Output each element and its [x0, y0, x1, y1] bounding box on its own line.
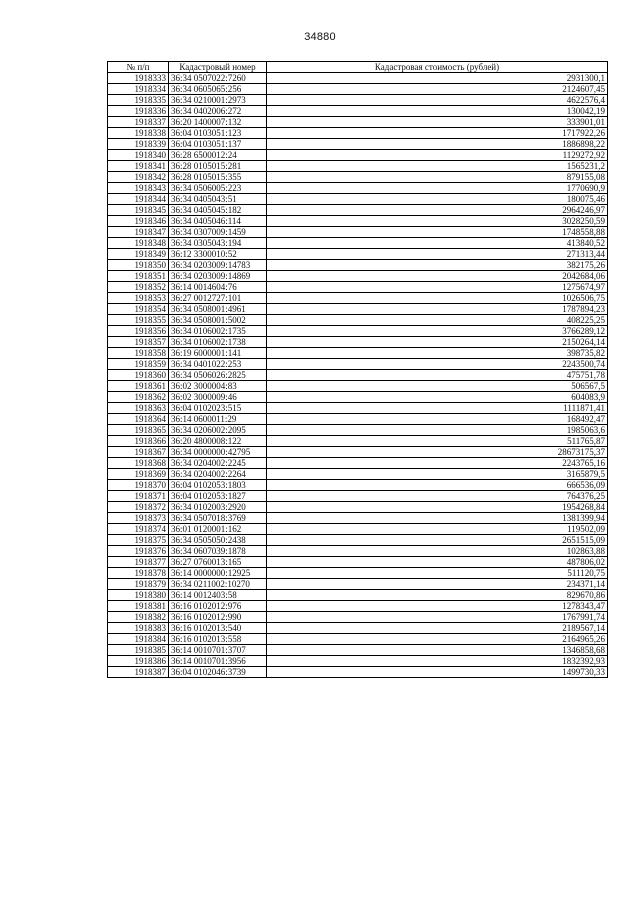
- row-number-cell: 1918368: [108, 458, 169, 469]
- table-row: [108, 238, 608, 249]
- row-number-cell: 1918347: [108, 227, 169, 238]
- cadastral-value-cell: 4622576,4: [267, 95, 608, 106]
- table-row: [108, 205, 608, 216]
- cadastral-number-cell: 36:14 0010701:3956: [169, 656, 267, 667]
- cadastral-number-cell: 36:34 0505050:2438: [169, 535, 267, 546]
- table-row: [108, 524, 608, 535]
- row-number-cell: 1918356: [108, 326, 169, 337]
- table-row: [108, 645, 608, 656]
- cadastral-value-cell: 1565231,2: [267, 161, 608, 172]
- cadastral-value-cell: 1381399,94: [267, 513, 608, 524]
- cadastral-number-cell: 36:34 0102003:2920: [169, 502, 267, 513]
- cadastral-number-cell: 36:34 0508001:5002: [169, 315, 267, 326]
- row-number-cell: 1918374: [108, 524, 169, 535]
- table-row: [108, 568, 608, 579]
- row-number-cell: 1918386: [108, 656, 169, 667]
- cadastral-number-cell: 36:04 0103051:137: [169, 139, 267, 150]
- cadastral-number-cell: 36:14 0000000:12925: [169, 568, 267, 579]
- row-number-cell: 1918357: [108, 337, 169, 348]
- table-row: [108, 216, 608, 227]
- cadastral-number-cell: 36:04 0102053:1827: [169, 491, 267, 502]
- row-number-cell: 1918367: [108, 447, 169, 458]
- row-number-cell: 1918380: [108, 590, 169, 601]
- cadastral-number-cell: 36:34 0402006:272: [169, 106, 267, 117]
- row-number-cell: 1918384: [108, 634, 169, 645]
- table-row: [108, 513, 608, 524]
- table-row: [108, 458, 608, 469]
- table-row: [108, 161, 608, 172]
- row-number-cell: 1918344: [108, 194, 169, 205]
- header-cadastral-value: Кадастровая стоимость (рублей): [267, 62, 608, 73]
- cadastral-value-cell: 2651515,09: [267, 535, 608, 546]
- row-number-cell: 1918342: [108, 172, 169, 183]
- cadastral-number-cell: 36:27 0760013:165: [169, 557, 267, 568]
- row-number-cell: 1918355: [108, 315, 169, 326]
- header-row-number: № п/п: [108, 62, 169, 73]
- cadastral-value-cell: 130042,19: [267, 106, 608, 117]
- cadastral-value-cell: 1026506,75: [267, 293, 608, 304]
- cadastral-number-cell: 36:27 0012727:101: [169, 293, 267, 304]
- row-number-cell: 1918352: [108, 282, 169, 293]
- cadastral-value-cell: 1787894,23: [267, 304, 608, 315]
- cadastral-number-cell: 36:34 0106002:1738: [169, 337, 267, 348]
- row-number-cell: 1918350: [108, 260, 169, 271]
- table-row: [108, 84, 608, 95]
- row-number-cell: 1918349: [108, 249, 169, 260]
- cadastral-value-cell: 1499730,33: [267, 667, 608, 678]
- cadastral-number-cell: 36:14 0012403:58: [169, 590, 267, 601]
- cadastral-value-cell: 2124607,45: [267, 84, 608, 95]
- cadastral-number-cell: 36:04 0103051:123: [169, 128, 267, 139]
- cadastral-value-cell: 829670,86: [267, 590, 608, 601]
- cadastral-value-cell: 2964246,97: [267, 205, 608, 216]
- cadastral-number-cell: 36:34 0211002:10270: [169, 579, 267, 590]
- cadastral-number-cell: 36:12 3300010:52: [169, 249, 267, 260]
- table-row: [108, 150, 608, 161]
- cadastral-number-cell: 36:34 0607039:1878: [169, 546, 267, 557]
- cadastral-value-cell: 1985063,6: [267, 425, 608, 436]
- cadastral-value-cell: 1278343,47: [267, 601, 608, 612]
- cadastral-value-cell: 3165879,5: [267, 469, 608, 480]
- cadastral-value-cell: 102863,88: [267, 546, 608, 557]
- table-row: [108, 469, 608, 480]
- table-row: [108, 557, 608, 568]
- row-number-cell: 1918366: [108, 436, 169, 447]
- row-number-cell: 1918361: [108, 381, 169, 392]
- cadastral-number-cell: 36:34 0204002:2245: [169, 458, 267, 469]
- cadastral-value-cell: 2150264,14: [267, 337, 608, 348]
- cadastral-value-cell: 511120,75: [267, 568, 608, 579]
- row-number-cell: 1918371: [108, 491, 169, 502]
- page-number: 34880: [304, 31, 336, 43]
- row-number-cell: 1918351: [108, 271, 169, 282]
- cadastral-number-cell: 36:20 4800008:122: [169, 436, 267, 447]
- row-number-cell: 1918341: [108, 161, 169, 172]
- cadastral-value-cell: 475751,78: [267, 370, 608, 381]
- row-number-cell: 1918359: [108, 359, 169, 370]
- row-number-cell: 1918335: [108, 95, 169, 106]
- cadastral-number-cell: 36:34 0106002:1735: [169, 326, 267, 337]
- row-number-cell: 1918346: [108, 216, 169, 227]
- table-row: [108, 227, 608, 238]
- cadastral-value-cell: 271313,44: [267, 249, 608, 260]
- cadastral-value-cell: 3766289,12: [267, 326, 608, 337]
- table-row: [108, 117, 608, 128]
- row-number-cell: 1918333: [108, 73, 169, 84]
- row-number-cell: 1918348: [108, 238, 169, 249]
- cadastral-number-cell: 36:28 0105015:355: [169, 172, 267, 183]
- table-row: [108, 128, 608, 139]
- cadastral-value-cell: 1770690,9: [267, 183, 608, 194]
- cadastral-number-cell: 36:14 0600011:29: [169, 414, 267, 425]
- header-cadastral-number: Кадастровый номер: [169, 62, 267, 73]
- row-number-cell: 1918383: [108, 623, 169, 634]
- table-row: [108, 249, 608, 260]
- row-number-cell: 1918337: [108, 117, 169, 128]
- cadastral-value-cell: 666536,09: [267, 480, 608, 491]
- cadastral-value-cell: 506567,5: [267, 381, 608, 392]
- table-row: [108, 106, 608, 117]
- table-row: [108, 491, 608, 502]
- table-row: [108, 601, 608, 612]
- cadastral-number-cell: 36:16 0102012:990: [169, 612, 267, 623]
- table-row: [108, 304, 608, 315]
- table-header-row: [108, 62, 608, 73]
- table-row: [108, 623, 608, 634]
- cadastral-number-cell: 36:16 0102012:976: [169, 601, 267, 612]
- row-number-cell: 1918343: [108, 183, 169, 194]
- cadastral-value-cell: 2164965,26: [267, 634, 608, 645]
- table-row: [108, 326, 608, 337]
- cadastral-value-cell: 398735,82: [267, 348, 608, 359]
- cadastral-value-cell: 382175,26: [267, 260, 608, 271]
- cadastral-number-cell: 36:34 0507022:7260: [169, 73, 267, 84]
- cadastral-number-cell: 36:34 0405043:51: [169, 194, 267, 205]
- cadastral-number-cell: 36:34 0206002:2095: [169, 425, 267, 436]
- row-number-cell: 1918369: [108, 469, 169, 480]
- cadastral-number-cell: 36:19 6000001:141: [169, 348, 267, 359]
- table-row: [108, 667, 608, 678]
- cadastral-number-cell: 36:34 0401022:253: [169, 359, 267, 370]
- row-number-cell: 1918372: [108, 502, 169, 513]
- table-row: [108, 315, 608, 326]
- table-row: [108, 370, 608, 381]
- table-row: [108, 634, 608, 645]
- table-row: [108, 436, 608, 447]
- table-row: [108, 95, 608, 106]
- row-number-cell: 1918354: [108, 304, 169, 315]
- row-number-cell: 1918375: [108, 535, 169, 546]
- cadastral-value-cell: 604083,9: [267, 392, 608, 403]
- table-row: [108, 502, 608, 513]
- cadastral-value-cell: 2243765,16: [267, 458, 608, 469]
- table-row: [108, 403, 608, 414]
- table-row: [108, 183, 608, 194]
- cadastral-value-cell: 1717922,26: [267, 128, 608, 139]
- cadastral-number-cell: 36:02 3000004:83: [169, 381, 267, 392]
- cadastral-number-cell: 36:14 0014604:76: [169, 282, 267, 293]
- row-number-cell: 1918387: [108, 667, 169, 678]
- table-row: [108, 612, 608, 623]
- cadastral-value-cell: 2189567,14: [267, 623, 608, 634]
- table-row: [108, 579, 608, 590]
- table-row: [108, 414, 608, 425]
- cadastral-number-cell: 36:34 0307009:1459: [169, 227, 267, 238]
- table-row: [108, 139, 608, 150]
- cadastral-value-cell: 234371,14: [267, 579, 608, 590]
- cadastral-value-cell: 1886898,22: [267, 139, 608, 150]
- row-number-cell: 1918358: [108, 348, 169, 359]
- table-row: [108, 282, 608, 293]
- row-number-cell: 1918334: [108, 84, 169, 95]
- cadastral-number-cell: 36:34 0203009:14783: [169, 260, 267, 271]
- table-row: [108, 73, 608, 84]
- table-row: [108, 381, 608, 392]
- cadastral-value-cell: 28673175,37: [267, 447, 608, 458]
- cadastral-number-cell: 36:04 0102053:1803: [169, 480, 267, 491]
- cadastral-number-cell: 36:04 0102023:515: [169, 403, 267, 414]
- row-number-cell: 1918377: [108, 557, 169, 568]
- cadastral-number-cell: 36:34 0605065:256: [169, 84, 267, 95]
- row-number-cell: 1918385: [108, 645, 169, 656]
- row-number-cell: 1918340: [108, 150, 169, 161]
- cadastral-number-cell: 36:34 0508001:4961: [169, 304, 267, 315]
- table-row: [108, 546, 608, 557]
- row-number-cell: 1918339: [108, 139, 169, 150]
- row-number-cell: 1918382: [108, 612, 169, 623]
- cadastral-number-cell: 36:34 0305043:194: [169, 238, 267, 249]
- cadastral-number-cell: 36:34 0507018:3769: [169, 513, 267, 524]
- cadastral-value-cell: 408225,25: [267, 315, 608, 326]
- table-row: [108, 590, 608, 601]
- table-row: [108, 271, 608, 282]
- table-row: [108, 348, 608, 359]
- cadastral-number-cell: 36:04 0102046:3739: [169, 667, 267, 678]
- row-number-cell: 1918360: [108, 370, 169, 381]
- cadastral-number-cell: 36:28 6500012:24: [169, 150, 267, 161]
- table-row: [108, 535, 608, 546]
- cadastral-value-cell: 2931300,1: [267, 73, 608, 84]
- table-row: [108, 172, 608, 183]
- table-row: [108, 293, 608, 304]
- table-row: [108, 359, 608, 370]
- cadastral-value-cell: 1954268,84: [267, 502, 608, 513]
- cadastral-value-cell: 1129272,92: [267, 150, 608, 161]
- table-row: [108, 194, 608, 205]
- row-number-cell: 1918365: [108, 425, 169, 436]
- cadastral-value-cell: 1748558,88: [267, 227, 608, 238]
- cadastral-value-cell: 119502,09: [267, 524, 608, 535]
- cadastral-value-cell: 487806,02: [267, 557, 608, 568]
- row-number-cell: 1918364: [108, 414, 169, 425]
- cadastral-number-cell: 36:01 0120001:162: [169, 524, 267, 535]
- table-row: [108, 480, 608, 491]
- cadastral-number-cell: 36:34 0210001:2973: [169, 95, 267, 106]
- row-number-cell: 1918378: [108, 568, 169, 579]
- cadastral-value-cell: 1111871,41: [267, 403, 608, 414]
- cadastral-value-cell: 1346858,68: [267, 645, 608, 656]
- cadastral-number-cell: 36:28 0105015:281: [169, 161, 267, 172]
- table-row: [108, 392, 608, 403]
- cadastral-number-cell: 36:34 0000000:42795: [169, 447, 267, 458]
- cadastral-value-cell: 333901,01: [267, 117, 608, 128]
- cadastral-value-cell: 2243500,74: [267, 359, 608, 370]
- table-row: [108, 425, 608, 436]
- cadastral-number-cell: 36:34 0203009:14869: [169, 271, 267, 282]
- cadastral-value-cell: 180075,46: [267, 194, 608, 205]
- row-number-cell: 1918363: [108, 403, 169, 414]
- cadastral-number-cell: 36:34 0506026:2825: [169, 370, 267, 381]
- row-number-cell: 1918379: [108, 579, 169, 590]
- row-number-cell: 1918381: [108, 601, 169, 612]
- row-number-cell: 1918336: [108, 106, 169, 117]
- row-number-cell: 1918353: [108, 293, 169, 304]
- table-row: [108, 260, 608, 271]
- cadastral-number-cell: 36:02 3000009:46: [169, 392, 267, 403]
- cadastral-value-cell: 168492,47: [267, 414, 608, 425]
- table-row: [108, 447, 608, 458]
- cadastral-number-cell: 36:34 0405045:182: [169, 205, 267, 216]
- row-number-cell: 1918338: [108, 128, 169, 139]
- cadastral-value-cell: 879155,08: [267, 172, 608, 183]
- cadastral-value-cell: 2042684,06: [267, 271, 608, 282]
- row-number-cell: 1918373: [108, 513, 169, 524]
- cadastral-value-table: [107, 61, 608, 678]
- cadastral-number-cell: 36:20 1400007:132: [169, 117, 267, 128]
- table-row: [108, 656, 608, 667]
- cadastral-value-cell: 413840,52: [267, 238, 608, 249]
- cadastral-value-cell: 764376,25: [267, 491, 608, 502]
- cadastral-value-cell: 3028250,59: [267, 216, 608, 227]
- cadastral-number-cell: 36:16 0102013:540: [169, 623, 267, 634]
- cadastral-value-cell: 1275674,97: [267, 282, 608, 293]
- cadastral-number-cell: 36:34 0204002:2264: [169, 469, 267, 480]
- row-number-cell: 1918345: [108, 205, 169, 216]
- cadastral-value-cell: 1767991,74: [267, 612, 608, 623]
- row-number-cell: 1918376: [108, 546, 169, 557]
- row-number-cell: 1918362: [108, 392, 169, 403]
- table-row: [108, 337, 608, 348]
- cadastral-value-cell: 1832392,93: [267, 656, 608, 667]
- table-body: [108, 73, 608, 678]
- cadastral-value-cell: 511765,87: [267, 436, 608, 447]
- row-number-cell: 1918370: [108, 480, 169, 491]
- cadastral-number-cell: 36:34 0405046:114: [169, 216, 267, 227]
- cadastral-number-cell: 36:34 0506005:223: [169, 183, 267, 194]
- cadastral-number-cell: 36:14 0010701:3707: [169, 645, 267, 656]
- cadastral-number-cell: 36:16 0102013:558: [169, 634, 267, 645]
